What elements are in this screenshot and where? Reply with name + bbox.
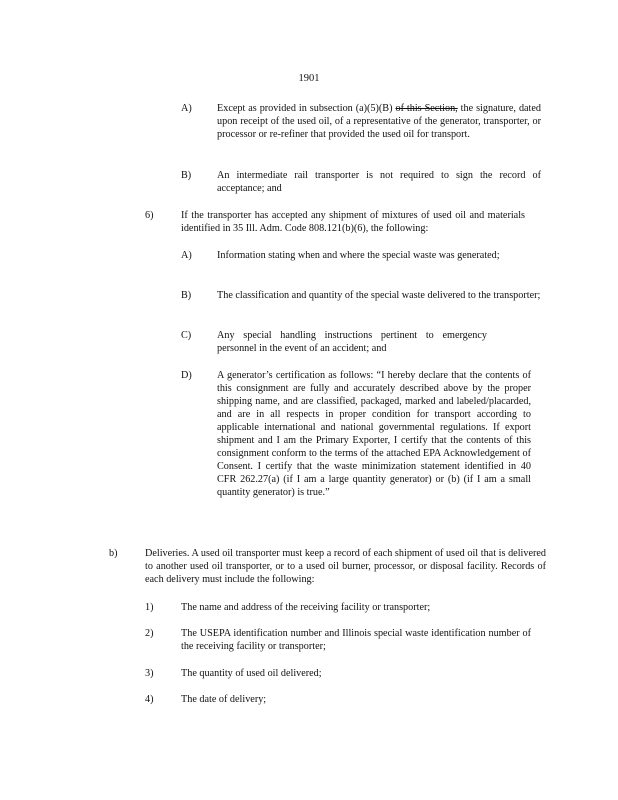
clause-label: 4) — [145, 694, 154, 705]
clause-text — [217, 102, 541, 141]
clause-label: A) — [181, 103, 192, 114]
clause-text: The classification and quantity of the special waste delivered to the transporter; — [217, 290, 541, 301]
clause-label: 3) — [145, 668, 154, 679]
clause-label: A) — [181, 250, 192, 261]
clause-label: D) — [181, 370, 192, 381]
clause-label: b) — [109, 548, 118, 559]
clause-text: Information stating when and where the special waste was generated; — [217, 250, 500, 261]
page-number: 1901 — [298, 73, 320, 84]
clause-label: C) — [181, 330, 192, 341]
clause-text-pre: Except as provided in subsection (a)(5)(B) — [217, 103, 396, 114]
clause-text: A generator’s certification as follows: “I hereby declare that the contents of this consignment are fully and accurately described above by the proper shipping name, and are classified, packaged, marked and labeled/placarded, and are in all respects in proper condition for transport according to applicable international and national governmental regulations. If export shipment and I am the Primary Exporter, I certify that the contents of this consignment conform to the terms of the attached EPA Acknowledgement of Consent. I certify that the waste minimization statement identified in 40 CFR 262.27(a) (if I am a large quantity generator) or (b) (if I am a small quantity generator) is true.” — [217, 370, 531, 498]
clause-text: The USEPA identification number and Illinois special waste identification number of the receiving facility or transporter; — [181, 628, 531, 652]
clause-label: 6) — [145, 210, 154, 221]
clause-label: 2) — [145, 628, 154, 639]
clause-label: 1) — [145, 602, 154, 613]
clause-text: The name and address of the receiving facility or transporter; — [181, 602, 431, 613]
clause-text: Deliveries. A used oil transporter must keep a record of each shipment of used oil that is delivered to another used oil transporter, or to a used oil burner, processor, or disposal facility. Records of each delivery must include the following: — [145, 548, 546, 585]
clause-text: The date of delivery; — [181, 694, 267, 705]
clause-text: Any special handling instructions pertinent to emergency personnel in the event of an accident; and — [217, 330, 487, 354]
clause-label: B) — [181, 170, 192, 181]
clause-text: An intermediate rail transporter is not required to sign the record of acceptance; and — [217, 170, 541, 194]
clause-label: B) — [181, 290, 192, 301]
clause-text: The quantity of used oil delivered; — [181, 668, 322, 679]
clause-text-post: the signature, dated upon receipt of the used oil, of a representative of the generator, transporter, or processor or re-refiner that provided the used oil for transport. — [217, 103, 542, 140]
clause-text: If the transporter has accepted any shipment of mixtures of used oil and materials identified in 35 Ill. Adm. Code 808.121(b)(6), the following: — [181, 210, 525, 234]
deleted-text: of this Section, — [395, 103, 458, 114]
